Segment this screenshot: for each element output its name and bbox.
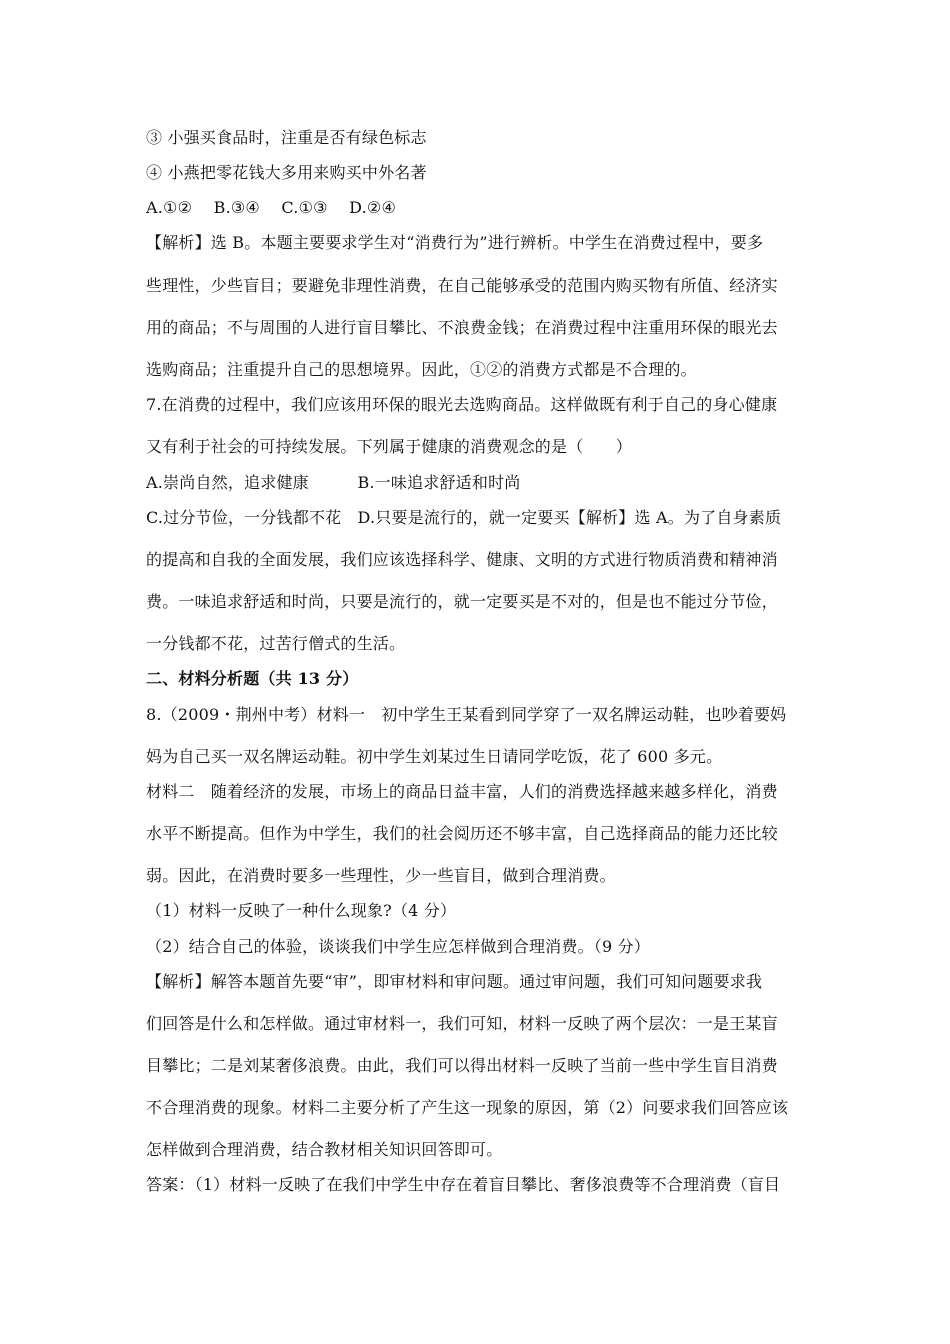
material-2-line-3: 弱。因此，在消费时要多一些理性，少一些盲目，做到合理消费。 [146, 866, 616, 885]
answer-choices-7-ab: A.崇尚自然，追求健康 B.一味追求舒适和时尚 [146, 473, 521, 492]
question-7-line-1: 7.在消费的过程中，我们应该用环保的眼光去选购商品。这样做既有利于自己的身心健康 [146, 395, 778, 414]
option-line-3: ③ 小强买食品时，注重是否有绿色标志 [146, 128, 427, 147]
analysis-7-line-2: 的提高和自我的全面发展，我们应该选择科学、健康、文明的方式进行物质消费和精神消 [146, 550, 778, 569]
analysis-7-line-3: 费。一味追求舒适和时尚，只要是流行的，就一定要买是不对的，但是也不能过分节俭， [146, 592, 778, 611]
analysis-8-line-4: 不合理消费的现象。材料二主要分析了产生这一现象的原因，第（2）问要求我们回答应该 [146, 1098, 789, 1117]
material-2-line-1: 材料二 随着经济的发展，市场上的商品日益丰富，人们的消费选择越来越多样化，消费 [146, 782, 778, 801]
analysis-8-line-3: 目攀比；二是刘某奢侈浪费。由此，我们可以得出材料一反映了当前一些中学生盲目消费 [146, 1056, 778, 1075]
section-heading: 二、材料分析题（共 13 分） [146, 669, 359, 688]
analysis-8-line-2: 们回答是什么和怎样做。通过审材料一，我们可知，材料一反映了两个层次：一是王某盲 [146, 1014, 778, 1033]
analysis-6-line-1: 【解析】选 B。本题主要要求学生对“消费行为”进行辨析。中学生在消费过程中，要多 [146, 233, 764, 252]
sub-question-2: （2）结合自己的体验，谈谈我们中学生应怎样做到合理消费。（9 分） [146, 937, 651, 956]
analysis-6-line-2: 些理性，少些盲目；要避免非理性消费，在自己能够承受的范围内购买物有所值、经济实 [146, 276, 778, 295]
question-7-line-2: 又有利于社会的可持续发展。下列属于健康的消费观念的是（ ） [146, 437, 633, 456]
analysis-8-line-1: 【解析】解答本题首先要“审”，即审材料和审问题。通过审问题，我们可知问题要求我 [146, 972, 763, 991]
answer-choices-7-cd: C.过分节俭，一分钱都不花 D.只要是流行的，就一定要买【解析】选 A。为了自身素质 [146, 508, 782, 527]
answer-choices-6: A.①② B.③④ C.①③ D.②④ [146, 198, 396, 217]
analysis-8-line-5: 怎样做到合理消费，结合教材相关知识回答即可。 [146, 1140, 503, 1159]
sub-question-1: （1）材料一反映了一种什么现象?（4 分） [146, 901, 457, 920]
option-line-4: ④ 小燕把零花钱大多用来购买中外名著 [146, 163, 427, 182]
analysis-6-line-3: 用的商品；不与周围的人进行盲目攀比、不浪费金钱；在消费过程中注重用环保的眼光去 [146, 318, 778, 337]
answer-8-line-1: 答案：（1）材料一反映了在我们中学生中存在着盲目攀比、奢侈浪费等不合理消费（盲目 [146, 1175, 781, 1194]
material-2-line-2: 水平不断提高。但作为中学生，我们的社会阅历还不够丰富，自己选择商品的能力还比较 [146, 824, 778, 843]
question-8-line-2: 妈为自己买一双名牌运动鞋。初中学生刘某过生日请同学吃饭，花了 600 多元。 [146, 747, 723, 766]
analysis-6-line-4: 选购商品；注重提升自己的思想境界。因此，①②的消费方式都是不合理的。 [146, 360, 697, 379]
question-8-line-1: 8.（2009・荆州中考）材料一 初中学生王某看到同学穿了一双名牌运动鞋，也吵着要妈 [146, 705, 787, 724]
analysis-7-line-4: 一分钱都不花，过苦行僧式的生活。 [146, 634, 406, 653]
